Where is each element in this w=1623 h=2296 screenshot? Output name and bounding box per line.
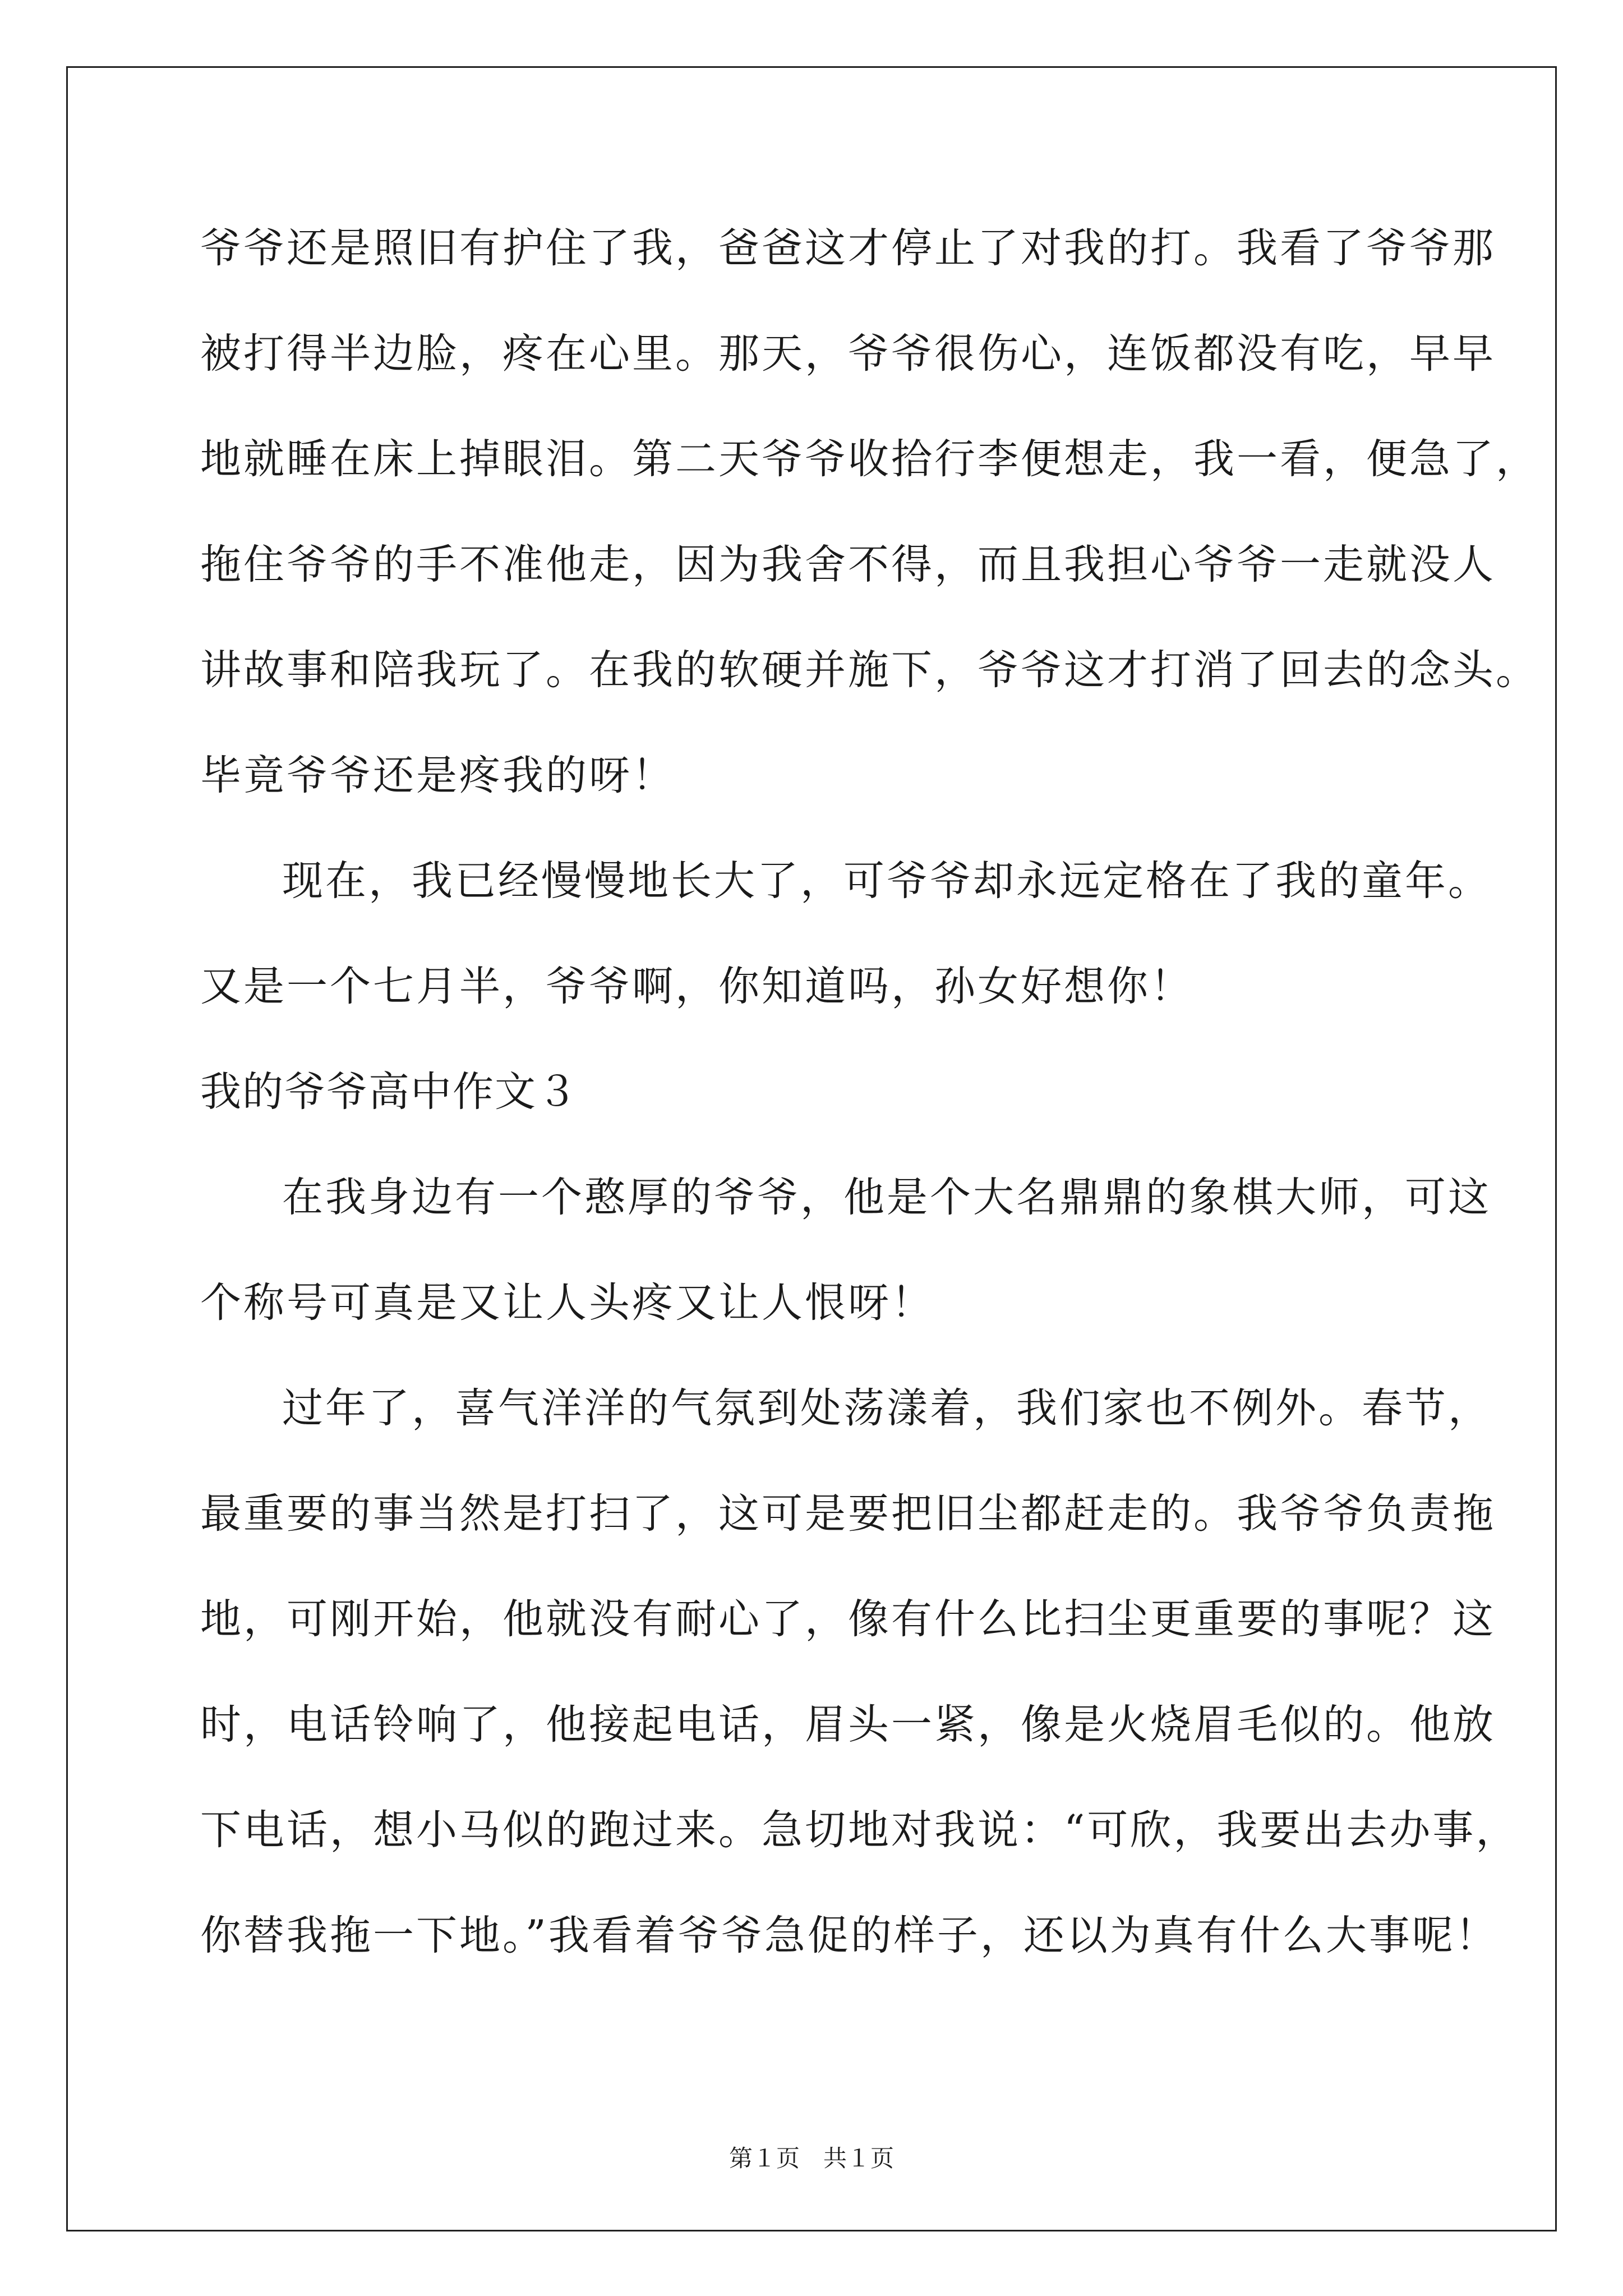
- text-line-13: 最重要的事当然是打扫了，这可是要把旧尘都赶走的。我爷爷负责拖: [200, 1490, 1496, 1538]
- text-line-2: 被打得半边脸，疼在心里。那天，爷爷很伤心，连饭都没有吃，早早: [200, 330, 1496, 378]
- text-line-11: 个称号可真是又让人头疼又让人恨呀！: [200, 1279, 934, 1327]
- text-line-5: 讲故事和陪我玩了。在我的软硬并施下，爷爷这才打消了回去的念头。: [200, 646, 1539, 694]
- text-line-1: 爷爷还是照旧有护住了我，爸爸这才停止了对我的打。我看了爷爷那: [200, 224, 1496, 272]
- text-line-8: 又是一个七月半，爷爷啊，你知道吗，孙女好想你！: [200, 963, 1193, 1010]
- document-body: [200, 218, 1539, 2010]
- text-line-14: 地，可刚开始，他就没有耐心了，像有什么比扫尘更重要的事呢？这: [200, 1595, 1496, 1643]
- text-line-16: 下电话，想小马似的跑过来。急切地对我说：“可欣，我要出去办事，: [200, 1806, 1519, 1854]
- text-line-15: 时，电话铃响了，他接起电话，眉头一紧，像是火烧眉毛似的。他放: [200, 1701, 1496, 1749]
- text-line-12: 过年了，喜气洋洋的气氛到处荡漾着，我们家也不例外。春节，: [282, 1384, 1491, 1432]
- text-line-4: 拖住爷爷的手不准他走，因为我舍不得，而且我担心爷爷一走就没人: [200, 541, 1496, 588]
- text-line-10: 在我身边有一个憨厚的爷爷，他是个大名鼎鼎的象棋大师，可这: [282, 1174, 1491, 1221]
- text-line-7: 现在，我已经慢慢地长大了，可爷爷却永远定格在了我的童年。: [282, 857, 1491, 905]
- section-heading: 我的爷爷高中作文３: [200, 1068, 579, 1116]
- text-line-3: 地就睡在床上掉眼泪。第二天爷爷收拾行李便想走，我一看，便急了，: [200, 435, 1539, 483]
- text-line-6: 毕竟爷爷还是疼我的呀！: [200, 752, 675, 799]
- text-line-17: 你替我拖一下地。”我看着爷爷急促的样子，还以为真有什么大事呢！: [200, 1912, 1498, 1959]
- page-number-footer: 第１页 共１页: [728, 2145, 894, 2172]
